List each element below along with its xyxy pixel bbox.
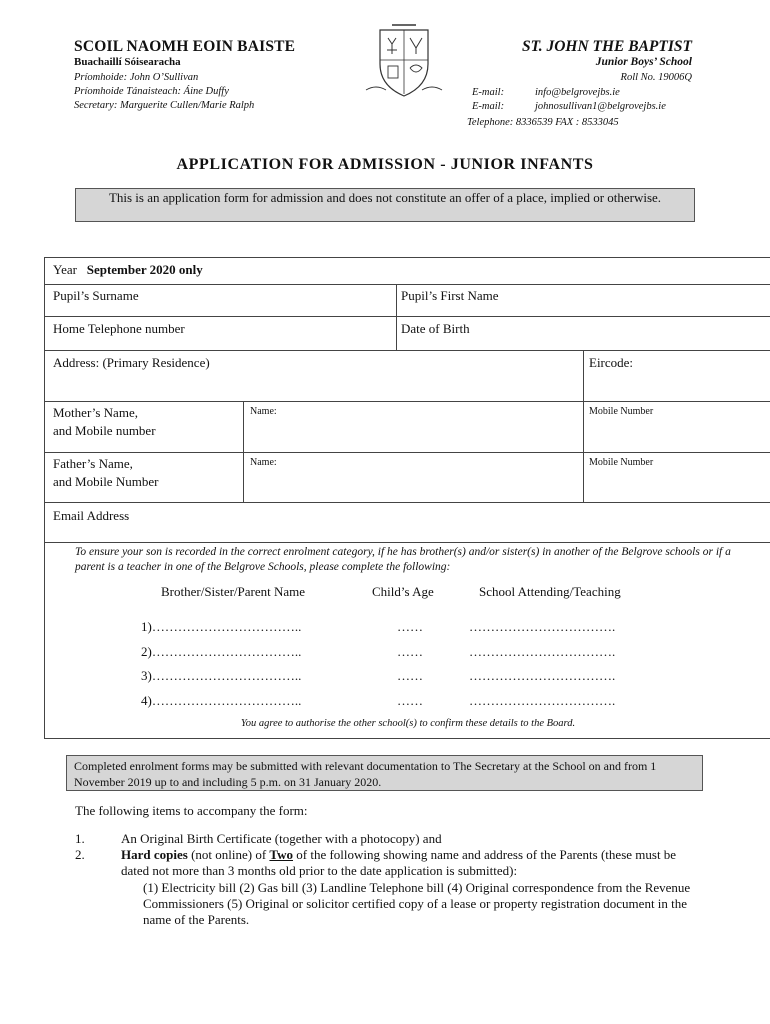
email-address[interactable]: johnosullivan1@belgrovejbs.ie: [535, 101, 666, 112]
submission-notice-box: Completed enrolment forms may be submitted with relevant documentation to The Secretary at the School on and from 1 November 2019 up to and including 5 p.m. on 31 January 2020.: [66, 755, 703, 791]
email-line-2: [472, 101, 666, 112]
col-header-age: Child’s Age: [372, 584, 434, 599]
col-header-school: School Attending/Teaching: [479, 584, 621, 599]
email-label: E-mail:: [472, 87, 505, 98]
sibling-age-3[interactable]: ……: [397, 668, 423, 683]
item-number-1: 1.: [75, 831, 85, 846]
sibling-age-2[interactable]: ……: [397, 644, 423, 659]
email-address-field[interactable]: Email Address: [53, 508, 130, 523]
school-subtitle: Junior Boys’ School: [595, 56, 692, 68]
father-label-line-1: Father’s Name,: [53, 456, 133, 471]
email-line-1: [472, 87, 620, 98]
item2-list: (1) Electricity bill (2) Gas bill (3) Landline Telephone bill (4) Original correspondence from the Revenue Commissioners (5) Original or solicitor certified copy of a lease or property registration document in the name of the Parents.: [143, 880, 691, 927]
admission-form: [44, 257, 770, 739]
email-label: E-mail:: [472, 101, 505, 112]
home-telephone-field[interactable]: Home Telephone number: [53, 321, 185, 336]
father-name-field[interactable]: Name:: [250, 457, 277, 468]
secretary-line: Secretary: Marguerite Cullen/Marie Ralph: [74, 100, 255, 111]
sibling-age-4[interactable]: ……: [397, 693, 423, 708]
school-name: ST. JOHN THE BAPTIST: [522, 38, 692, 55]
sibling-note: To ensure your son is recorded in the correct enrolment category, if he has brother(s) and/or sister(s) in another of the Belgrove schools or if a parent is a teacher in one of the Belgrove Schools, please complete the following:: [75, 546, 731, 573]
notice-box: This is an application form for admission and does not constitute an offer of a place, implied or otherwise.: [75, 188, 695, 222]
mother-label-line-1: Mother’s Name,: [53, 405, 138, 420]
date-of-birth-field[interactable]: Date of Birth: [401, 321, 470, 336]
item2-part-b: of the following showing name and address of the Parents (these must be dated not more than 3 months old prior to the date application is submitted):: [121, 847, 677, 878]
item-number-2: 2.: [75, 847, 85, 862]
school-crest-icon: [358, 24, 450, 100]
mother-label: [53, 404, 156, 440]
deputy-principal-line: Príomhoide Tánaisteach: Áine Duffy: [74, 86, 229, 97]
mother-mobile-field[interactable]: Mobile Number: [589, 406, 654, 417]
item2-two: Two: [269, 847, 294, 862]
year-field[interactable]: [53, 262, 203, 278]
father-label: [53, 455, 158, 491]
school-name-irish: SCOIL NAOMH EOIN BAISTE: [74, 38, 296, 55]
authorisation-note: You agree to authorise the other school(s) to confirm these details to the Board.: [240, 718, 576, 729]
col-header-name: Brother/Sister/Parent Name: [161, 584, 306, 599]
email-address[interactable]: info@belgrovejbs.ie: [535, 87, 620, 98]
item2-bold: Hard copies: [121, 847, 188, 862]
sibling-school-1[interactable]: …………………………….: [469, 619, 616, 634]
roll-number: Roll No. 19006Q: [620, 72, 692, 83]
pupil-first-name-field[interactable]: Pupil’s First Name: [401, 288, 499, 303]
mother-name-field[interactable]: Name:: [250, 406, 277, 417]
item-text-2: [121, 847, 701, 879]
item-text-1: An Original Birth Certificate (together with a photocopy) and: [121, 831, 442, 846]
items-intro: The following items to accompany the form:: [75, 803, 308, 818]
sibling-name-4[interactable]: 4)……………………………..: [141, 693, 302, 708]
sibling-school-4[interactable]: …………………………….: [469, 693, 616, 708]
principal-line: Príomhoide: John O’Sullivan: [74, 72, 199, 83]
school-subtitle-irish: Buachaillí Sóisearacha: [74, 56, 181, 68]
sibling-school-3[interactable]: …………………………….: [469, 668, 616, 683]
sibling-age-1[interactable]: ……: [397, 619, 423, 634]
year-label: Year: [53, 262, 77, 277]
sibling-name-3[interactable]: 3)……………………………..: [141, 668, 302, 683]
mother-label-line-2: and Mobile number: [53, 423, 156, 438]
telephone-fax-line: Telephone: 8336539 FAX : 8533045: [467, 117, 619, 128]
year-value: September 2020 only: [86, 262, 203, 277]
sibling-school-2[interactable]: …………………………….: [469, 644, 616, 659]
sibling-name-1[interactable]: 1)……………………………..: [141, 619, 302, 634]
father-mobile-field[interactable]: Mobile Number: [589, 457, 654, 468]
item2-part-a: (not online) of: [187, 847, 270, 862]
address-field[interactable]: Address: (Primary Residence): [53, 355, 210, 370]
father-label-line-2: and Mobile Number: [53, 474, 159, 489]
pupil-surname-field[interactable]: Pupil’s Surname: [53, 288, 139, 303]
eircode-field[interactable]: Eircode:: [589, 355, 634, 370]
sibling-name-2[interactable]: 2)……………………………..: [141, 644, 302, 659]
page-title: APPLICATION FOR ADMISSION - JUNIOR INFANTS: [176, 156, 594, 173]
